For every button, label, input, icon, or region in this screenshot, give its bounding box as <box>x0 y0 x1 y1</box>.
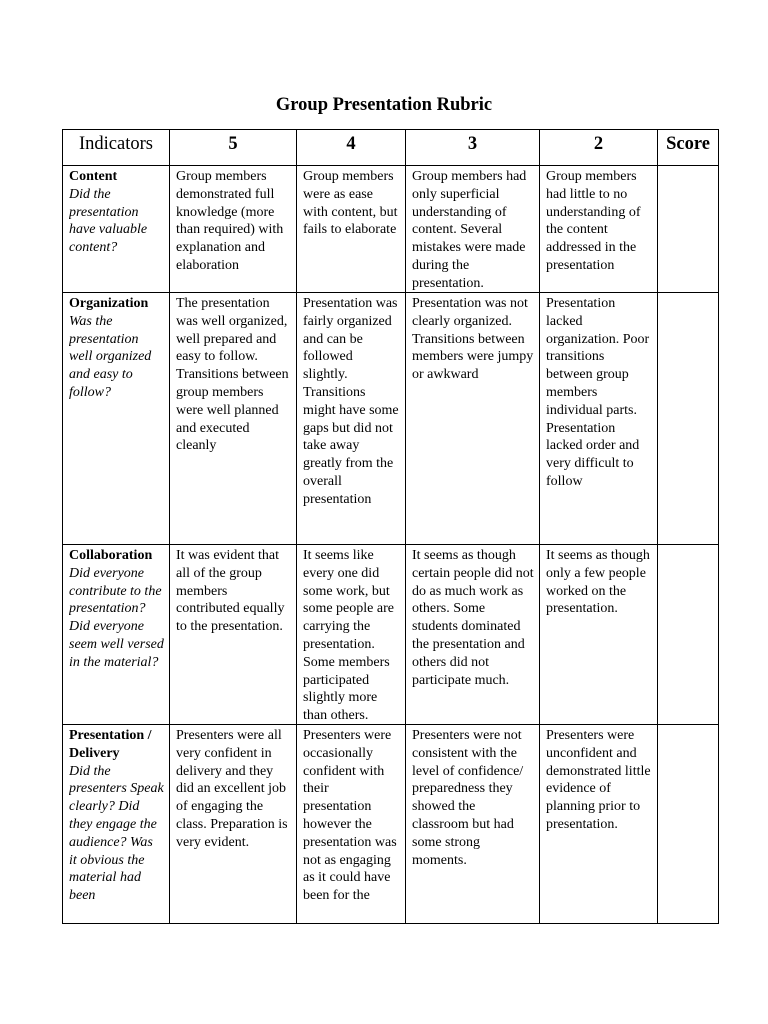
score-value <box>664 727 713 923</box>
table-row <box>63 725 719 924</box>
criteria-cell-5 <box>170 293 297 545</box>
header-score-3: 3 <box>406 130 540 166</box>
criteria-cell-3 <box>406 545 540 725</box>
criteria-text: Presentation lacked organization. Poor transitions between group members individual parts. Presentation lacked order and very difficult to follow <box>546 296 650 489</box>
criteria-cell-2 <box>540 725 658 924</box>
indicator-cell <box>63 725 170 924</box>
criteria-text: Group members were as ease with content, but fails to elaborate <box>303 169 398 238</box>
criteria-text: It seems as though certain people did not do as much work as others. Some students dominated the presentation and others did not participate much. <box>412 548 534 688</box>
criteria-text: Group members had only superficial understanding of content. Several mistakes were made during the presentation. <box>412 169 527 291</box>
indicator-title: Collaboration <box>69 548 153 563</box>
header-score-2: 2 <box>540 130 658 166</box>
rubric-table <box>62 129 719 924</box>
criteria-cell-4 <box>297 166 406 293</box>
indicator-question: Did the presentation have valuable content? <box>69 186 148 256</box>
indicator-question: Did the presenters Speak clearly? Did they engage the audience? Was it obvious the material had been <box>69 763 164 904</box>
score-cell[interactable] <box>658 293 719 545</box>
criteria-cell-5 <box>170 545 297 725</box>
criteria-cell-2 <box>540 545 658 725</box>
criteria-cell-2 <box>540 293 658 545</box>
criteria-text: Group members had little to no understanding of the content addressed in the presentation <box>546 169 641 273</box>
criteria-text: It was evident that all of the group members contributed equally to the presentation. <box>176 548 285 635</box>
criteria-cell-4 <box>297 293 406 545</box>
score-cell[interactable] <box>658 545 719 725</box>
score-value <box>664 547 713 724</box>
header-score: Score <box>658 130 719 166</box>
criteria-text: Presenters were not consistent with the level of confidence/ preparedness they showed the classroom but had some strong moments. <box>412 728 524 868</box>
criteria-text: Presenters were all very confident in delivery and they did an excellent job of engaging the class. Preparation is very evident. <box>176 728 288 850</box>
header-row <box>63 130 719 166</box>
criteria-text: It seems like every one did some work, but some people are carrying the presentation. Some members participated slightly more than others. <box>303 548 394 724</box>
criteria-cell-4 <box>297 545 406 725</box>
score-value <box>664 295 713 544</box>
criteria-text: The presentation was well organized, well prepared and easy to follow. Transitions between group members were well planned and executed cleanly <box>176 296 289 454</box>
criteria-text: It seems as though only a few people worked on the presentation. <box>546 548 650 617</box>
score-value <box>664 168 713 292</box>
score-cell[interactable] <box>658 725 719 924</box>
indicator-cell <box>63 293 170 545</box>
criteria-text: Presentation was not clearly organized. Transitions between members were jumpy or awkward <box>412 296 534 383</box>
criteria-cell-5 <box>170 166 297 293</box>
criteria-text: Presenters were unconfident and demonstrated little evidence of planning prior to presentation. <box>546 728 651 832</box>
criteria-cell-3 <box>406 166 540 293</box>
score-cell[interactable] <box>658 166 719 293</box>
indicator-title: Content <box>69 169 118 184</box>
indicator-question: Did everyone contribute to the presentation? Did everyone seem well versed in the material? <box>69 565 164 670</box>
criteria-cell-3 <box>406 293 540 545</box>
criteria-text: Presentation was fairly organized and can be followed slightly. Transitions might have some gaps but did not take away greatly from the overall presentation <box>303 296 399 507</box>
indicator-title: Organization <box>69 296 149 311</box>
header-score-5: 5 <box>170 130 297 166</box>
criteria-cell-5 <box>170 725 297 924</box>
indicator-question: Was the presentation well organized and easy to follow? <box>69 313 152 400</box>
table-row <box>63 166 719 293</box>
header-score-4: 4 <box>297 130 406 166</box>
indicator-cell <box>63 545 170 725</box>
criteria-cell-4 <box>297 725 406 924</box>
table-row <box>63 293 719 545</box>
criteria-text: Presenters were occasionally confident with their presentation however the presentation was not as engaging as it could have been for the <box>303 728 397 904</box>
indicator-cell <box>63 166 170 293</box>
document-title: Group Presentation Rubric <box>275 95 493 115</box>
criteria-cell-2 <box>540 166 658 293</box>
criteria-cell-3 <box>406 725 540 924</box>
criteria-text: Group members demonstrated full knowledge (more than required) with explanation and elaboration <box>176 169 284 273</box>
header-indicators: Indicators <box>63 130 170 166</box>
indicator-title: Presentation / Delivery <box>69 728 152 761</box>
table-row <box>63 545 719 725</box>
